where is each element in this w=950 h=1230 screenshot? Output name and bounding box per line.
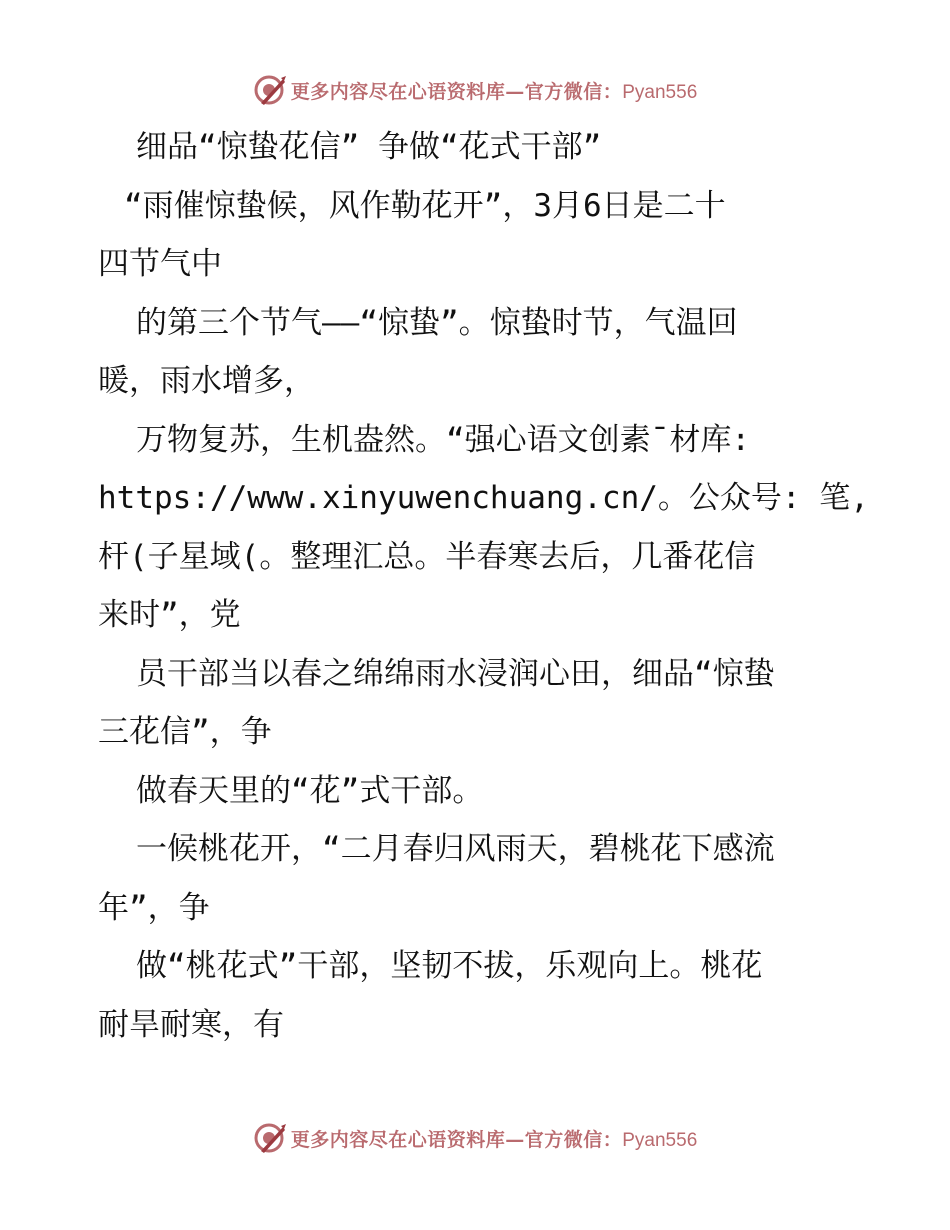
watermark-text: 更多内容尽在心语资料库—官方微信：Pyan556: [290, 80, 698, 103]
header-watermark: [0, 68, 950, 112]
paragraph-line: 杆(子星域(。整理汇总。半春寒去后，几番花信: [98, 538, 756, 575]
paragraph-line: 万物复苏，生机盎然。“强心语文创素¯材库:: [136, 421, 750, 458]
paragraph-line: 做“桃花式”干部，坚韧不拔，乐观向上。桃花: [136, 948, 763, 984]
paragraph-line: “雨催惊蛰候，风作勒花开”，3月6日是二十: [124, 187, 726, 224]
document-title: 细品“惊蛰花信” 争做“花式干部”: [136, 129, 602, 165]
paragraph-line: 来时”，党: [98, 597, 241, 633]
paragraph-line: 三花信”，争: [98, 714, 272, 750]
paragraph-line: https://www.xinyuwenchuang.cn/。公众号: 笔,: [98, 480, 869, 516]
paragraph-line: 四节气中: [98, 246, 222, 282]
paragraph-line: 一候桃花开，“二月春归风雨天，碧桃花下感流: [136, 831, 775, 867]
pen-logo-icon: [253, 1121, 287, 1155]
paragraph-line: 暖，雨水增多，: [98, 363, 315, 399]
watermark-text: 更多内容尽在心语资料库—官方微信：Pyan556: [290, 1128, 698, 1151]
paragraph-line: 耐旱耐寒，有: [98, 1006, 284, 1043]
paragraph-line: 的第三个节气——“惊蛰”。惊蛰时节，气温回: [136, 304, 738, 341]
paragraph-line: 做春天里的“花”式干部。: [136, 772, 484, 809]
document-body: [98, 118, 869, 1054]
footer-watermark: [0, 1116, 950, 1160]
paragraph-line: 年”，争: [98, 889, 210, 926]
paragraph-line: 员干部当以春之绵绵雨水浸润心田，细品“惊蛰: [136, 655, 775, 692]
pen-logo-icon: [253, 73, 287, 107]
